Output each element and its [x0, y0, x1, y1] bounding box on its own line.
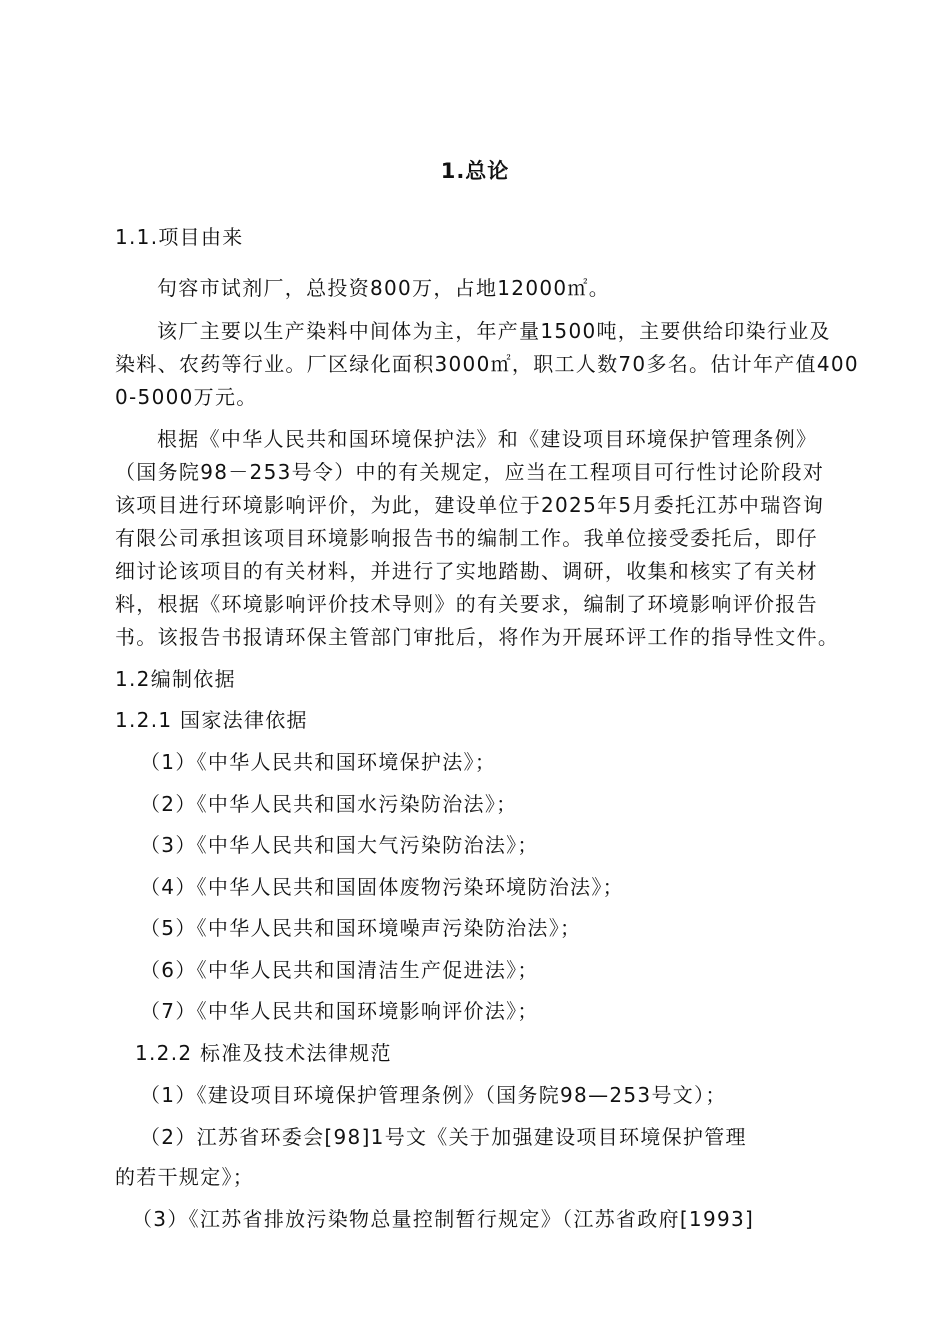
- list-item-standard-continued: 的若干规定》；: [115, 1165, 255, 1189]
- list-item-standard: （1）《建设项目环境保护管理条例》（国务院98—253号文）；: [140, 1083, 727, 1107]
- paragraph-line: 染料、农药等行业。厂区绿化面积3000㎡，职工人数70多名。估计年产值400: [115, 352, 859, 376]
- list-item-law: （1）《中华人民共和国环境保护法》；: [140, 750, 497, 774]
- section-heading-1-2-1: 1.2.1 国家法律依据: [115, 708, 308, 732]
- section-heading-1-2-2: 1.2.2 标准及技术法律规范: [135, 1041, 392, 1065]
- list-item-law: （3）《中华人民共和国大气污染防治法》；: [140, 833, 539, 857]
- paragraph-line: 根据《中华人民共和国环境保护法》和《建设项目环境保护管理条例》: [157, 427, 818, 451]
- paragraph-line: 书。该报告书报请环保主管部门审批后，将作为开展环评工作的指导性文件。: [115, 625, 840, 649]
- paragraph-line: 句容市试剂厂，总投资800万，占地12000㎡。: [157, 276, 610, 300]
- list-item-standard: （2）江苏省环委会[98]1号文《关于加强建设项目环境保护管理: [140, 1125, 747, 1149]
- paragraph-line: 细讨论该项目的有关材料，并进行了实地踏勘、调研，收集和核实了有关材: [115, 559, 818, 583]
- paragraph-line: 该项目进行环境影响评价，为此，建设单位于2025年5月委托江苏中瑞咨询: [115, 493, 825, 517]
- paragraph-line: 料，根据《环境影响评价技术导则》的有关要求，编制了环境影响评价报告: [115, 592, 818, 616]
- section-heading-1-2: 1.2编制依据: [115, 667, 236, 691]
- list-item-law: （7）《中华人民共和国环境影响评价法》；: [140, 999, 539, 1023]
- list-item-law: （4）《中华人民共和国固体废物污染环境防治法》；: [140, 875, 624, 899]
- list-item-law: （6）《中华人民共和国清洁生产促进法》；: [140, 958, 539, 982]
- paragraph-line: 该厂主要以生产染料中间体为主，年产量1500吨，主要供给印染行业及: [157, 319, 831, 343]
- paragraph-line: （国务院98－253号令）中的有关规定，应当在工程项目可行性讨论阶段对: [115, 460, 825, 484]
- page-title: 1.总论: [440, 159, 510, 183]
- list-item-law: （5）《中华人民共和国环境噪声污染防治法》；: [140, 916, 582, 940]
- paragraph-line: 0-5000万元。: [115, 385, 258, 409]
- list-item-standard: （3）《江苏省排放污染物总量控制暂行规定》（江苏省政府[1993]: [132, 1207, 755, 1231]
- section-heading-1-1: 1.1.项目由来: [115, 225, 244, 249]
- paragraph-line: 有限公司承担该项目环境影响报告书的编制工作。我单位接受委托后，即仔: [115, 526, 818, 550]
- list-item-law: （2）《中华人民共和国水污染防治法》；: [140, 792, 518, 816]
